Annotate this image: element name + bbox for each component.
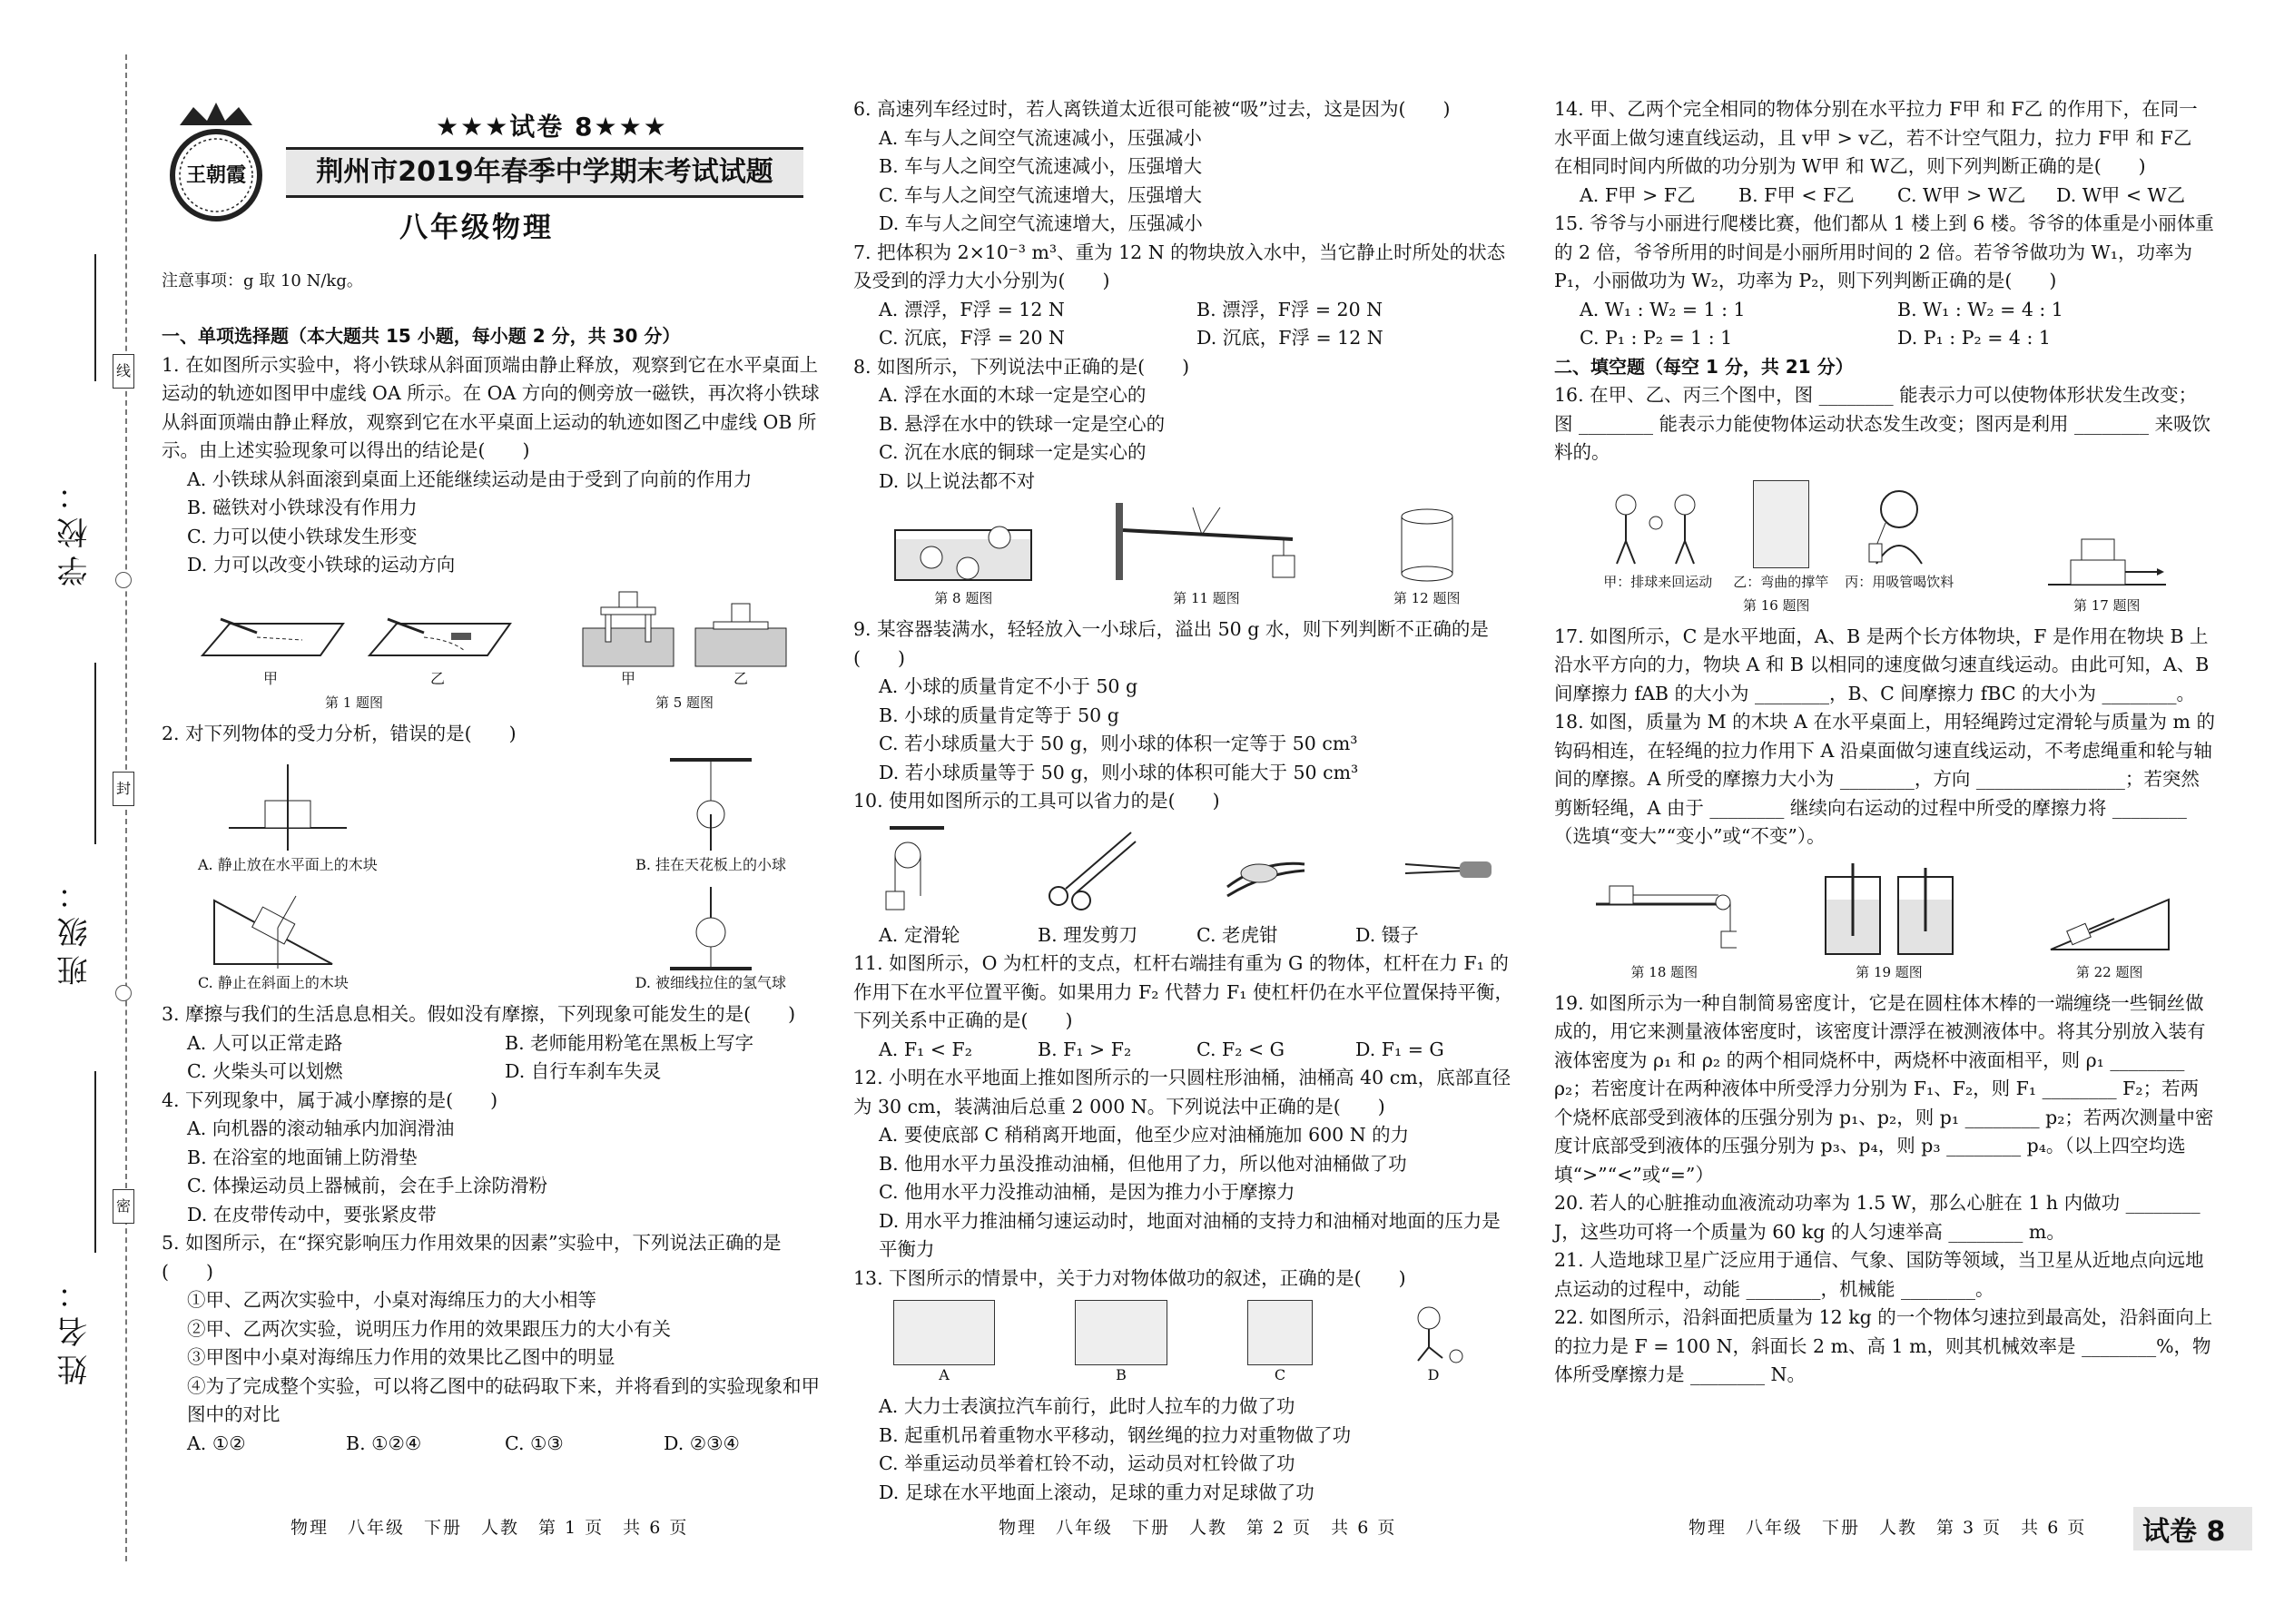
water-tank-balls-icon	[891, 512, 1036, 585]
q5-statement-1: ①甲、乙两次实验中，小桌对海绵压力的大小相等	[187, 1289, 596, 1311]
figure-1: 甲 乙 第 1 题图	[193, 605, 515, 713]
q1-option-a: A. 小铁球从斜面滚到桌面上还能继续运动是由于受到了向前的作用力	[187, 468, 753, 490]
figure-19	[1812, 859, 1966, 982]
figure-17-caption: 第 17 题图	[2072, 596, 2141, 614]
q12-option-a: A. 要使底部 C 稍稍离开地面，他至少应对油桶施加 600 N 的力	[879, 1124, 1410, 1146]
section-2-heading: 二、填空题（每空 1 分，共 21 分）	[1554, 355, 1854, 378]
question-2: 2. 对下列物体的受力分析，错误的是( )	[162, 722, 517, 744]
oil-drum-icon	[1377, 503, 1477, 585]
q7-option-a: A. 漂浮，F浮 = 12 N	[879, 298, 1065, 320]
page-footer-1: 物理 八年级 下册 人教 第 1 页 共 6 页	[290, 1518, 689, 1538]
question-3: 3. 摩擦与我们的生活息息相关。假如没有摩擦，下列现象可能发生的是( )	[162, 1003, 796, 1025]
question-18: 18. 如图，质量为 M 的木块 A 在水平桌面上，用轻绳跨过定滑轮与质量为 m 的钩码相连，在轻绳的拉力作用下 A 沿桌面做匀速直线运动，不考虑绳重和轮与轴间的摩擦。A 所受的摩擦力大小为 ________，方向 ________________；若突然剪断轻绳，A 由于 ________ 继续向右运动的过程中所受的摩擦力将 ________（选填“变大”“变小”或“不变”）。	[1554, 711, 2215, 847]
binding-dashed-line	[125, 54, 127, 1561]
q2-figures-2	[162, 882, 822, 993]
table-pulley-icon	[1591, 877, 1737, 959]
q13-option-d: D. 足球在水平地面上滚动，足球的重力对足球做了功	[879, 1481, 1314, 1503]
q9-option-d: D. 若小球质量等于 50 g，则小球的体积可能大于 50 cm³	[879, 761, 1359, 783]
subject-title: 八年级物理	[399, 212, 554, 244]
figure-22-caption: 第 22 题图	[2075, 963, 2143, 980]
q10-option-a: A. 定滑轮	[879, 923, 960, 946]
q3-option-c: C. 火柴头可以划燃	[187, 1060, 343, 1082]
sponge-weight-icon	[691, 587, 791, 669]
q10-figures	[853, 823, 1514, 914]
question-9: 9. 某容器装满水，轻轻放入一小球后，溢出 50 g 水，则下列判断不正确的是( )	[853, 618, 1489, 669]
photo-weightlifter	[1247, 1300, 1313, 1365]
q10-option-b: B. 理发剪刀	[1038, 923, 1138, 946]
q7-option-c: C. 沉底，F浮 = 20 N	[879, 327, 1065, 349]
question-14: 14. 甲、乙两个完全相同的物体分别在水平拉力 F甲 和 F乙 的作用下，在同一水平面上做匀速直线运动，且 v甲 > v乙，若不计空气阻力，拉力 F甲 和 F乙 在相同时间内所做的功分别为 W甲 和 W乙，则下列判断正确的是( )	[1554, 98, 2198, 177]
class-line	[94, 663, 96, 844]
binding-mark-secret: 密	[113, 1189, 134, 1224]
figure-18-caption: 第 18 题图	[1630, 963, 1698, 980]
q3-option-b: B. 老师能用粉笔在黑板上写字	[505, 1031, 754, 1054]
figure-11	[1111, 503, 1302, 608]
figure-8-caption: 第 8 题图	[934, 590, 993, 606]
incline-table-icon	[193, 605, 348, 669]
figure-8	[891, 512, 1036, 608]
question-10: 10. 使用如图所示的工具可以省力的是( )	[853, 790, 1220, 812]
q14-option-d: D. W甲 < W乙	[2056, 183, 2186, 206]
figure-12-caption: 第 12 题图	[1393, 590, 1461, 606]
figure-row-8-12	[853, 503, 1514, 608]
q5-option-d: D. ②③④	[664, 1432, 740, 1454]
q9-option-a: A. 小球的质量肯定不小于 50 g	[879, 675, 1138, 697]
sponge-table-icon	[578, 587, 678, 669]
q6-option-c: C. 车与人之间空气流速增大，压强增大	[879, 183, 1202, 206]
column-2	[853, 95, 1514, 1507]
q2-option-a: A. 静止放在水平面上的木块	[198, 856, 378, 873]
title-banner	[286, 147, 803, 198]
question-8: 8. 如图所示，下列说法中正确的是( )	[853, 355, 1190, 378]
pliers-icon	[1218, 823, 1318, 914]
q14-option-a: A. F甲 > F乙	[1580, 183, 1696, 206]
question-1: 1. 在如图所示实验中，将小铁球从斜面顶端由静止释放，观察到它在水平桌面上运动的轨迹如图甲中虚线 OA 所示。在 OA 方向的侧旁放一磁铁，再次将小铁球从斜面顶端由静止释放，观察到它在水平桌面上运动的轨迹如图乙中虚线 OB 所示。由上述实验现象可以得出的结论是( )	[162, 353, 820, 461]
q2-option-b: B. 挂在天花板上的小球	[635, 856, 786, 873]
page-footer-3: 物理 八年级 下册 人教 第 3 页 共 6 页	[1689, 1518, 2087, 1538]
q13-option-c: C. 举重运动员举着杠铃不动，运动员对杠铃做了功	[879, 1452, 1295, 1474]
lever-icon	[1111, 503, 1302, 585]
q11-option-c: C. F₂ < G	[1196, 1038, 1285, 1060]
question-7: 7. 把体积为 2×10⁻³ m³、重为 12 N 的物块放入水中，当它静止时所处的状态及受到的浮力大小分别为( )	[853, 241, 1506, 291]
q6-option-a: A. 车与人之间空气流速减小，压强减小	[879, 126, 1202, 149]
logo-text: 王朝霞	[185, 163, 246, 187]
q10-option-c: C. 老虎钳	[1196, 923, 1278, 946]
hanging-ball-icon	[643, 755, 779, 855]
question-17: 17. 如图所示，C 是水平地面，A、B 是两个长方体物块，F 是作用在物块 B 上沿水平方向的力，物块 A 和 B 以相同的速度做匀速直线运动。由此可知，A、B 间摩擦力 fAB 的大小为 ________，B、C 间摩擦力 fBC 的大小为 ________。	[1554, 625, 2210, 704]
q4-option-b: B. 在浴室的地面铺上防滑垫	[187, 1146, 418, 1168]
incline-magnet-icon	[360, 605, 515, 669]
q6-option-d: D. 车与人之间空气流速增大，压强减小	[879, 212, 1203, 234]
binding-hole	[115, 985, 132, 1001]
q1-option-c: C. 力可以使小铁球发生形变	[187, 525, 418, 547]
figure-16: 甲：排球来回运动 乙：弯曲的撑竿 丙：用吸管喝饮料 第 16 题图	[1599, 480, 1954, 615]
q14-option-b: B. F甲 < F乙	[1738, 183, 1855, 206]
q10-option-d: D. 镊子	[1355, 923, 1419, 946]
q4-option-a: A. 向机器的滚动轴承内加润滑油	[187, 1117, 455, 1139]
incline-pull-icon	[2042, 886, 2178, 959]
figure-11-caption: 第 11 题图	[1173, 590, 1240, 606]
binding-mark-line: 线	[113, 354, 134, 389]
question-4: 4. 下列现象中，属于减小摩擦的是( )	[162, 1088, 498, 1111]
figure-1-caption: 第 1 题图	[324, 694, 384, 711]
q11-option-a: A. F₁ < F₂	[879, 1038, 972, 1060]
question-13: 13. 下图所示的情景中，关于力对物体做功的叙述，正确的是( )	[853, 1266, 1406, 1289]
pulley-icon	[871, 823, 962, 914]
q2-option-c: C. 静止在斜面上的木块	[198, 974, 349, 991]
q15-option-c: C. P₁ : P₂ = 1 : 1	[1580, 327, 1733, 349]
stacked-blocks-icon	[2043, 528, 2171, 592]
figure-5-caption: 第 5 题图	[655, 694, 714, 711]
figure-17	[2043, 528, 2171, 615]
name-label: 姓名：	[57, 1271, 94, 1385]
q12-option-d: D. 用水平力推油桶匀速运动时，地面对油桶的支持力和油桶对地面的压力是平衡力	[879, 1209, 1501, 1260]
q1-option-d: D. 力可以改变小铁球的运动方向	[187, 554, 456, 576]
q3-option-a: A. 人可以正常走路	[187, 1031, 343, 1054]
q7-option-b: B. 漂浮，F浮 = 20 N	[1196, 298, 1383, 320]
q6-option-b: B. 车与人之间空气流速减小，压强增大	[879, 155, 1203, 177]
slope-block-icon	[205, 882, 341, 973]
q5-option-b: B. ①②④	[346, 1432, 422, 1454]
q5-statement-3: ③甲图中小桌对海绵压力作用的效果比乙图中的明显	[187, 1346, 615, 1368]
q2-option-d: D. 被细线拉住的氢气球	[635, 974, 786, 991]
class-label: 班级：	[57, 871, 94, 986]
football-kid-icon	[1393, 1302, 1474, 1365]
column-3	[1554, 95, 2215, 1390]
q11-option-d: D. F₁ = G	[1355, 1038, 1444, 1060]
q9-option-c: C. 若小球质量大于 50 g，则小球的体积一定等于 50 cm³	[879, 733, 1358, 754]
column-1	[162, 322, 822, 1458]
q4-option-d: D. 在皮带传动中，要张紧皮带	[187, 1203, 437, 1225]
figure-row-18-22	[1554, 859, 2215, 982]
question-12: 12. 小明在水平地面上推如图所示的一只圆柱形油桶，油桶高 40 cm，底部直径为 30 cm，装满油后总重 2 000 N。下列说法中正确的是( )	[853, 1067, 1511, 1117]
figure-19-caption: 第 19 题图	[1856, 963, 1923, 980]
question-21: 21. 人造地球卫星广泛应用于通信、气象、国防等领域，当卫星从近地点向远地点运动的过程中，动能 ________，机械能 ________。	[1554, 1249, 2204, 1300]
question-16: 16. 在甲、乙、丙三个图中，图 ________ 能表示力可以使物体形状发生改变；图 ________ 能表示力能使物体运动状态发生改变；图丙是利用 ________ 来吸饮料的。	[1554, 384, 2211, 463]
figure-12	[1377, 503, 1477, 608]
school-label: 学校：	[57, 472, 94, 586]
section-1-heading: 一、单项选择题（本大题共 15 小题，每小题 2 分，共 30 分）	[162, 325, 681, 347]
brand-logo	[162, 98, 271, 230]
question-22: 22. 如图所示，沿斜面把质量为 12 kg 的一个物体匀速拉到最高处，沿斜面向上的拉力是 F = 100 N，斜面长 2 m、高 1 m，则其机械效率是 ________%，物体所受摩擦力是 ________ N。	[1554, 1306, 2213, 1385]
paper-number: ★★★试卷 8★★★	[436, 112, 668, 142]
binding-strip	[0, 0, 159, 1624]
q8-option-d: D. 以上说法都不对	[879, 469, 1036, 492]
question-5: 5. 如图所示，在“探究影响压力作用效果的因素”实验中，下列说法正确的是( )	[162, 1232, 782, 1283]
q5-option-a: A. ①②	[187, 1432, 246, 1454]
q8-option-c: C. 沉在水底的铜球一定是实心的	[879, 441, 1147, 463]
exam-title: 荆州市2019年春季中学期末考试试题	[316, 156, 773, 188]
photo-crane	[1075, 1300, 1167, 1365]
photo-strongman	[893, 1300, 995, 1365]
balloon-icon	[643, 882, 779, 973]
q3-option-d: D. 自行车刹车失灵	[505, 1060, 662, 1082]
school-line	[94, 254, 96, 381]
figure-22	[2042, 886, 2178, 982]
question-19: 19. 如图所示为一种自制简易密度计，它是在圆柱体木棒的一端缠绕一些铜丝做成的，用它来测量液体密度时，该密度计漂浮在被测液体中。将其分别放入装有液体密度为 ρ₁ 和 ρ₂ 的两个相同烧杯中，两烧杯中液面相平，则 ρ₁ ________ ρ₂；若密度计在两种液体中所受浮力分别为 F₁、F₂，则 F₁ ________ F₂；若两个烧杯底部受到液体的压强分别为 p₁、p₂，则 p₁ ________ p₂；若两次测量中密度计底部受到液体的压强分别为 p₃、p₄，则 p₃ ________ p₄。（以上四空均选填“>”“<”或“=”）	[1554, 991, 2214, 1186]
boy-straw-icon	[1858, 482, 1940, 568]
block-force-icon	[220, 755, 356, 855]
figure-16-caption: 第 16 题图	[1742, 596, 1810, 614]
question-11: 11. 如图所示，O 为杠杆的支点，杠杆右端挂有重为 G 的物体，杠杆在力 F₁ 的作用下在水平位置平衡。如果用力 F₂ 代替力 F₁ 使杠杆仍在水平位置保持平衡，下列关系中正确的是( )	[853, 952, 1513, 1031]
notice: 注意事项：g 取 10 N/kg。	[162, 271, 363, 290]
q15-option-d: D. P₁ : P₂ = 4 : 1	[1897, 327, 2051, 349]
q8-option-a: A. 浮在水面的木球一定是空心的	[879, 384, 1147, 406]
page-footer-2: 物理 八年级 下册 人教 第 2 页 共 6 页	[999, 1518, 1397, 1538]
question-20: 20. 若人的心脏推动血液流动功率为 1.5 W，那么心脏在 1 h 内做功 ________ J，这些功可将一个质量为 60 kg 的人匀速举高 ________ m。	[1554, 1192, 2200, 1243]
q15-option-a: A. W₁ : W₂ = 1 : 1	[1580, 298, 1746, 320]
q1-option-b: B. 磁铁对小铁球没有作用力	[187, 497, 418, 518]
tweezers-icon	[1396, 823, 1496, 914]
q14-option-c: C. W甲 > W乙	[1897, 183, 2026, 206]
figure-row-16-17	[1554, 480, 2215, 615]
q4-option-c: C. 体操运动员上器械前，会在手上涂防滑粉	[187, 1175, 547, 1196]
q13-option-b: B. 起重机吊着重物水平移动，钢丝绳的拉力对重物做了功	[879, 1423, 1352, 1446]
volleyball-kids-icon	[1599, 487, 1717, 568]
q13-option-a: A. 大力士表演拉汽车前行，此时人拉车的力做了功	[879, 1395, 1295, 1417]
figure-18	[1591, 877, 1737, 982]
q7-option-d: D. 沉底，F浮 = 12 N	[1196, 327, 1383, 349]
binding-hole	[115, 572, 132, 588]
name-line	[94, 1071, 96, 1253]
beakers-densimeter-icon	[1812, 859, 1966, 959]
q12-option-b: B. 他用水平力虽没推动油桶，但他用了力，所以他对油桶做了功	[879, 1152, 1407, 1175]
q13-figures: A B C D	[853, 1300, 1514, 1385]
paper-corner-label: 试卷 8	[2133, 1507, 2252, 1550]
q5-statement-4: ④为了完成整个实验，可以将乙图中的砝码取下来，并将看到的实验现象和甲图中的对比	[187, 1374, 820, 1425]
q5-statement-2: ②甲、乙两次实验，说明压力作用的效果跟压力的大小有关	[187, 1317, 671, 1340]
scissors-icon	[1040, 823, 1140, 914]
q2-figures	[162, 755, 822, 875]
q5-option-c: C. ①③	[505, 1432, 564, 1454]
q9-option-b: B. 小球的质量肯定等于 50 g	[879, 704, 1119, 726]
question-15: 15. 爷爷与小丽进行爬楼比赛，他们都从 1 楼上到 6 楼。爷爷的体重是小丽体重的 2 倍，爷爷所用的时间是小丽所用时间的 2 倍。若爷爷做功为 W₁，功率为 P₁，小丽做功为 W₂，功率为 P₂，则下列判断正确的是( )	[1554, 212, 2214, 291]
binding-mark-seal: 封	[113, 772, 134, 806]
q8-option-b: B. 悬浮在水中的铁球一定是空心的	[879, 412, 1166, 435]
q11-option-b: B. F₁ > F₂	[1038, 1038, 1132, 1060]
question-6: 6. 高速列车经过时，若人离铁道太近很可能被“吸”过去，这是因为( )	[853, 98, 1451, 120]
figure-5: 甲 乙 第 5 题图	[578, 587, 791, 713]
photo-pole-vault	[1753, 480, 1809, 568]
q12-option-c: C. 他用水平力没推动油桶，是因为推力小于摩擦力	[879, 1181, 1295, 1203]
figure-row-1-5	[162, 587, 822, 713]
q15-option-b: B. W₁ : W₂ = 4 : 1	[1897, 298, 2063, 320]
